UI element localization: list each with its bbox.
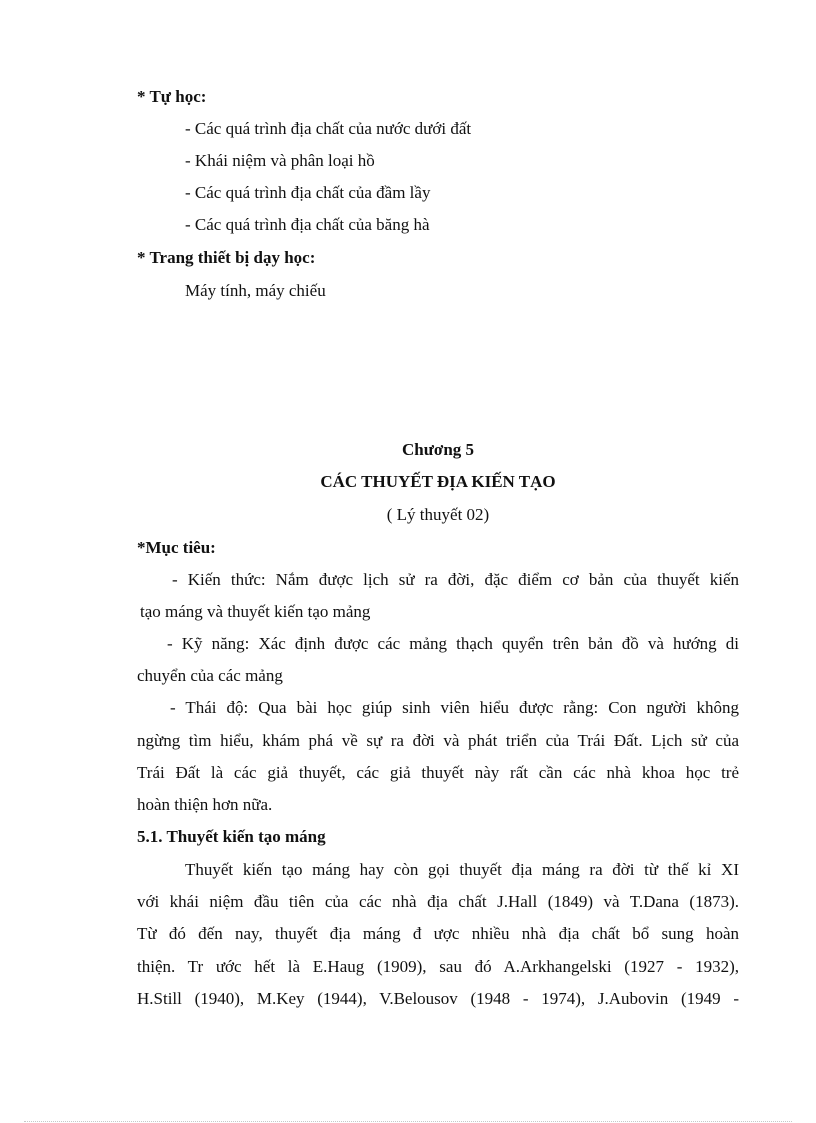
muc-tieu-line: - Kỹ năng: Xác định được các mảng thạch quyển trên bản đồ và hướng di [167, 634, 739, 653]
chapter-subtitle: ( Lý thuyết 02) [386, 505, 490, 524]
chapter-title: CÁC THUYẾT ĐỊA KIẾN TẠO [320, 472, 556, 491]
muc-tieu-line: chuyển của các mảng [137, 666, 283, 685]
section-5-1-line: Thuyết kiến tạo máng hay còn gọi thuyết địa máng ra đời từ thế kỉ XI [185, 860, 739, 879]
section-5-1-line: Từ đó đến nay, thuyết địa máng đ ược nhiều nhà địa chất bổ sung hoàn [137, 924, 739, 943]
muc-tieu-line: - Thái độ: Qua bài học giúp sinh viên hiểu được rằng: Con người không [170, 698, 739, 717]
section-5-1-heading: 5.1. Thuyết kiến tạo máng [137, 827, 326, 846]
section-5-1-line: H.Still (1940), M.Key (1944), V.Belousov (1948 - 1974), J.Aubovin (1949 - [137, 989, 739, 1008]
muc-tieu-line: - Kiến thức: Nắm được lịch sử ra đời, đặc điểm cơ bản của thuyết kiến [172, 570, 739, 589]
muc-tieu-line: ngừng tìm hiểu, khám phá về sự ra đời và phát triển của Trái Đất. Lịch sử của [137, 731, 739, 750]
tu-hoc-item: - Các quá trình địa chất của nước dưới đất [185, 119, 472, 138]
tu-hoc-item: - Khái niệm và phân loại hồ [185, 151, 375, 170]
page-bottom-divider [24, 1121, 792, 1122]
muc-tieu-line: Trái Đất là các giả thuyết, các giả thuyết này rất cần các nhà khoa học trẻ [137, 763, 739, 782]
chapter-number: Chương 5 [401, 440, 475, 459]
trang-thiet-bi-text: Máy tính, máy chiếu [185, 281, 326, 300]
section-5-1-line: với khái niệm đầu tiên của các nhà địa chất J.Hall (1849) và T.Dana (1873). [137, 892, 739, 911]
tu-hoc-item: - Các quá trình địa chất của băng hà [185, 215, 430, 234]
tu-hoc-item: - Các quá trình địa chất của đầm lầy [185, 183, 431, 202]
section-5-1-line: thiện. Tr ước hết là E.Haug (1909), sau đó A.Arkhangelski (1927 - 1932), [137, 957, 739, 976]
muc-tieu-line: hoàn thiện hơn nữa. [137, 795, 273, 814]
muc-tieu-line: tạo máng và thuyết kiến tạo mảng [140, 602, 371, 621]
tu-hoc-heading: * Tự học: [137, 87, 207, 106]
trang-thiet-bi-heading: * Trang thiết bị dạy học: [137, 248, 316, 267]
muc-tieu-heading: *Mục tiêu: [137, 538, 216, 557]
